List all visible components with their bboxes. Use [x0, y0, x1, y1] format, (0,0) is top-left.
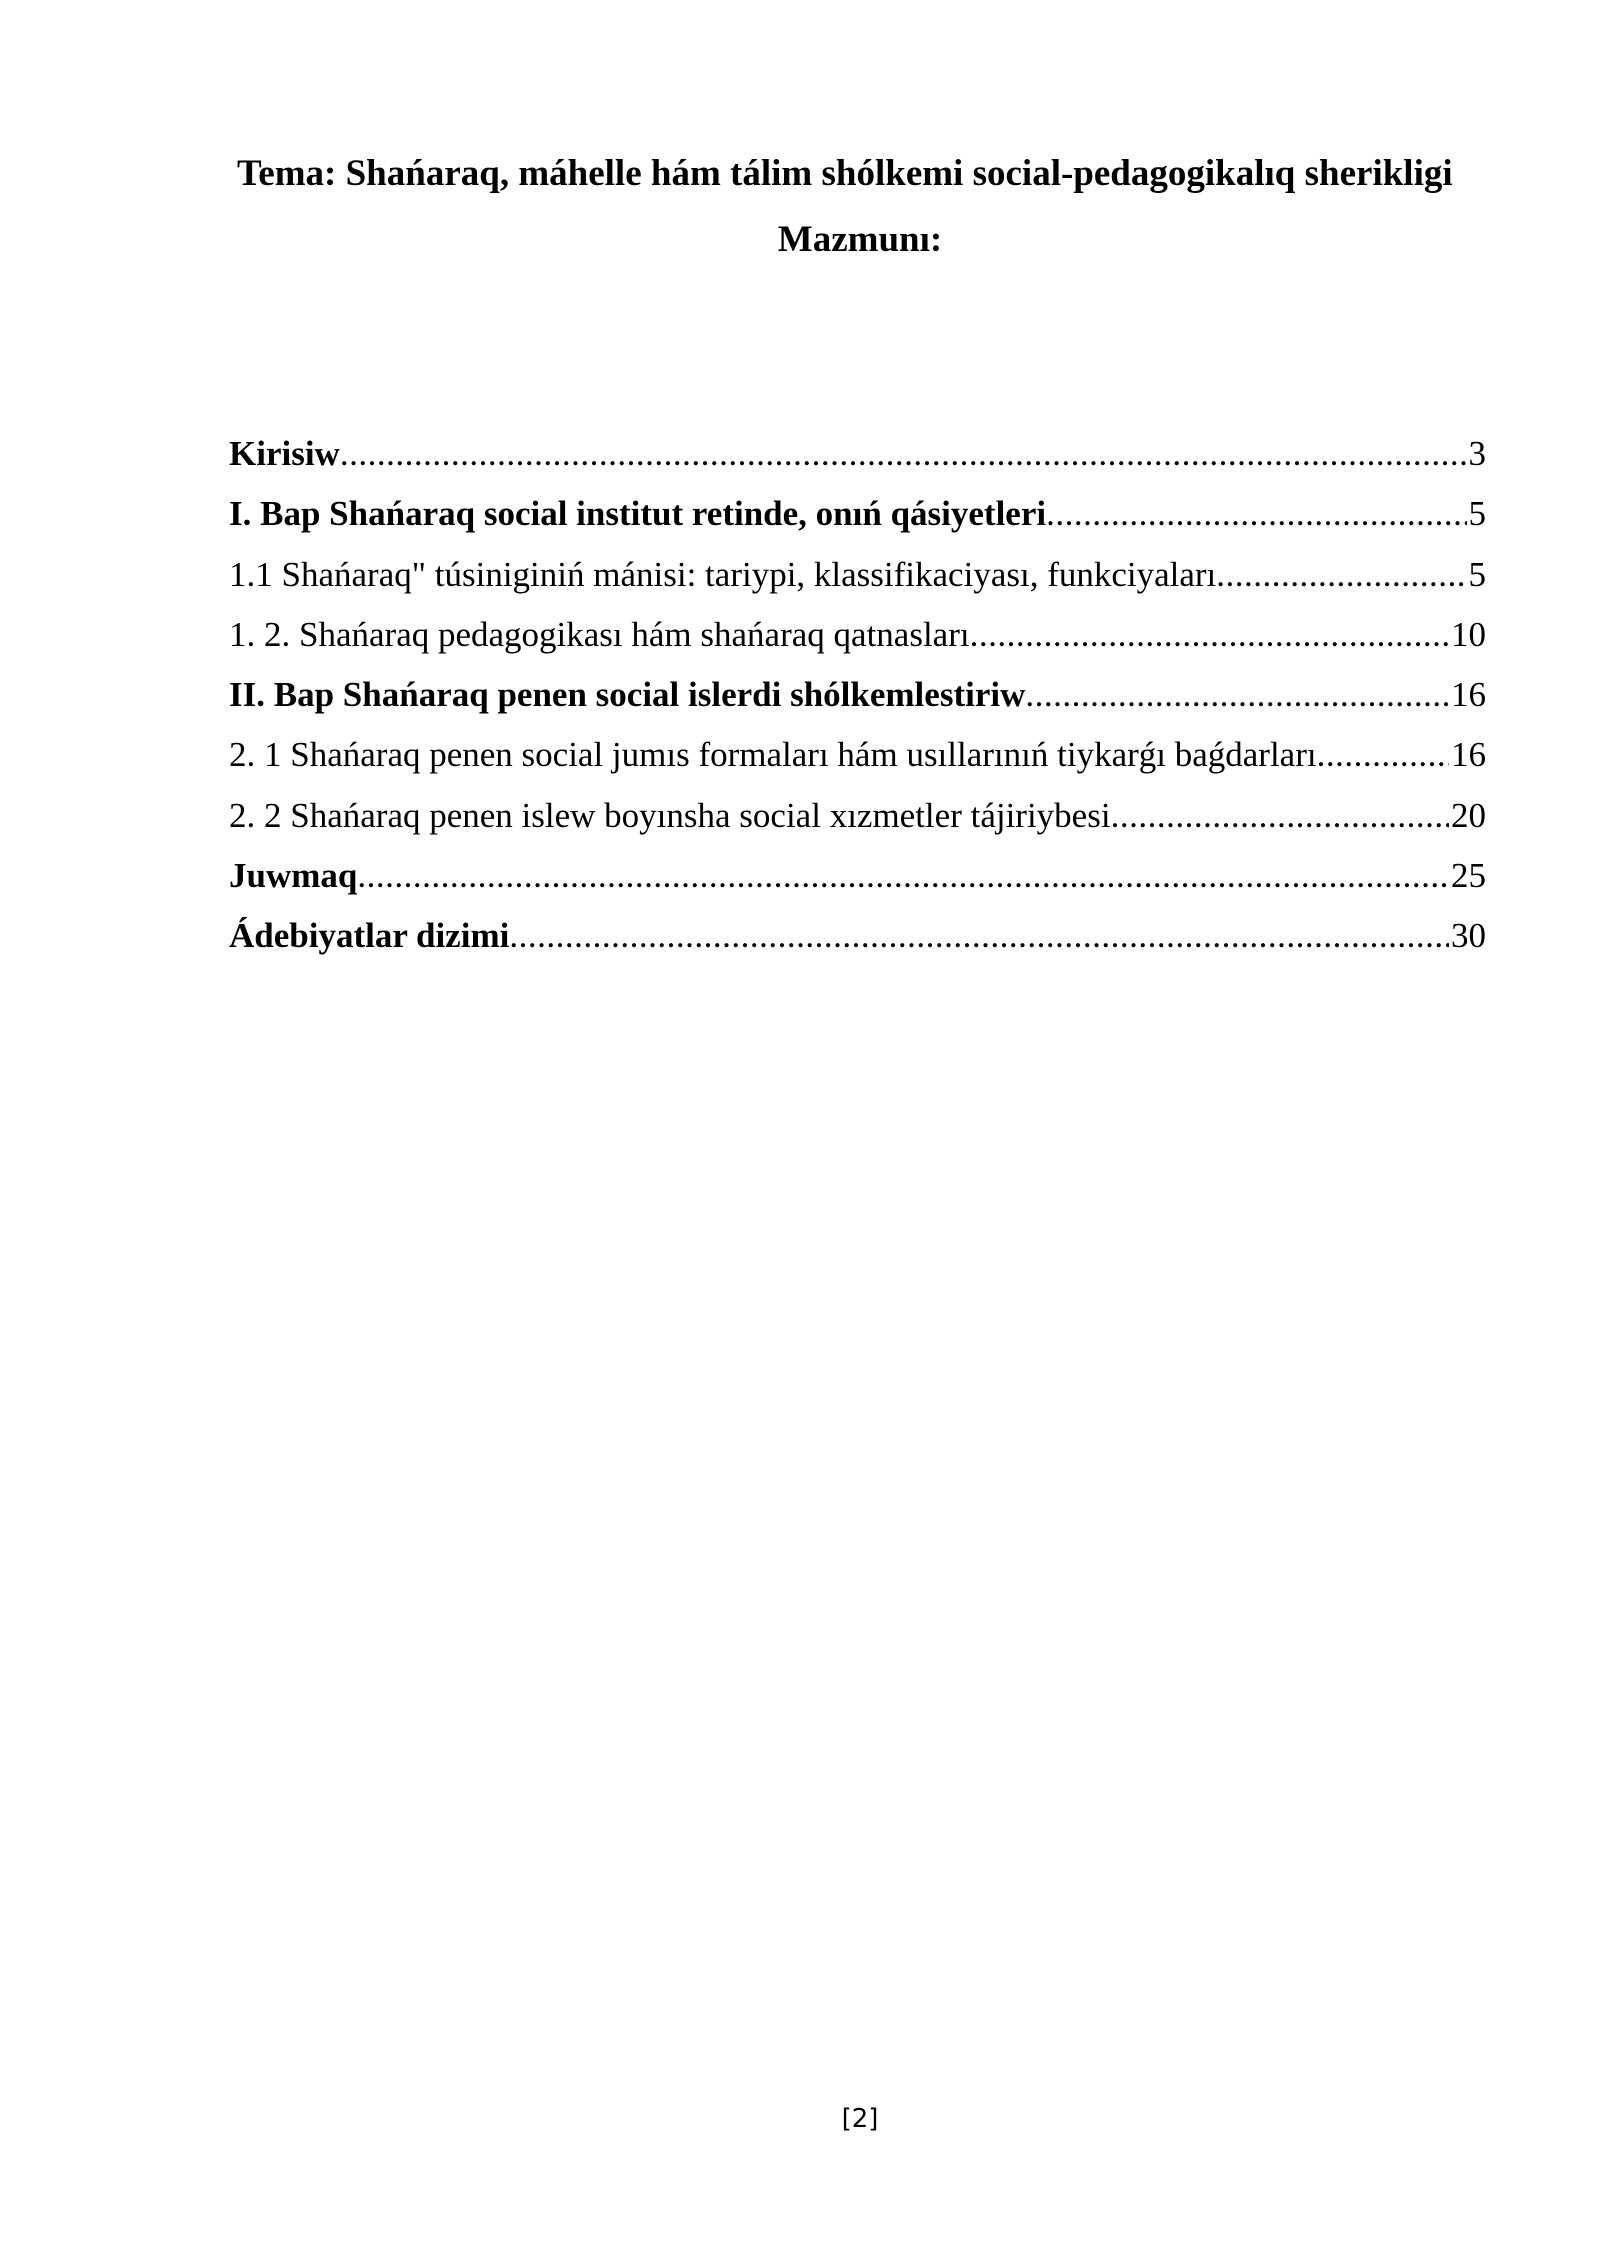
- toc-dot-leader: [357, 846, 1449, 906]
- toc-entry-page-number: 30: [1451, 916, 1486, 956]
- toc-entry-title: 1.1 Shańaraq" túsiniginiń mánisi: tariypi, klassifikaciyası, funkciyaları: [229, 554, 1217, 594]
- toc-entry: [229, 665, 1486, 725]
- toc-entry: [229, 846, 1486, 906]
- toc-entry: [229, 424, 1486, 484]
- toc-dot-leader: [1046, 484, 1466, 544]
- toc-entry-title: II. Bap Shańaraq penen social islerdi shólkemlestiriw: [229, 675, 1026, 715]
- document-title: Tema: Shańaraq, máhelle hám tálim shólkemi social-pedagogikalıq sherikligi: [237, 153, 1453, 194]
- toc-entry: [229, 725, 1486, 785]
- toc-entry-page-number: 25: [1451, 856, 1486, 896]
- toc-entry: [229, 545, 1486, 605]
- toc-dot-leader: [1025, 665, 1449, 725]
- toc-entry-page-number: 5: [1468, 494, 1486, 534]
- toc-entry-page-number: 16: [1451, 735, 1486, 775]
- toc-entry-title: Kirisiw: [229, 434, 340, 473]
- page-number: [2]: [841, 2104, 879, 2134]
- toc-entry: [229, 605, 1486, 665]
- toc-dot-leader: [1216, 545, 1466, 605]
- toc-entry-title: I. Bap Shańaraq social institut retinde, onıń qásiyetleri: [229, 494, 1047, 534]
- toc-dot-leader: [340, 424, 1467, 484]
- toc-entry-page-number: 5: [1468, 554, 1486, 594]
- toc-entry-title: Ádebiyatlar dizimi: [229, 916, 510, 956]
- toc-entry: [229, 484, 1486, 544]
- toc-entry: [229, 786, 1486, 846]
- toc-dot-leader: [970, 605, 1449, 665]
- toc-entry-page-number: 10: [1451, 614, 1486, 654]
- toc-dot-leader: [1111, 786, 1449, 846]
- toc-entry-page-number: 20: [1451, 795, 1486, 835]
- contents-heading: Mazmunı:: [777, 219, 943, 260]
- table-of-contents: [229, 424, 1486, 967]
- toc-entry-title: 2. 2 Shańaraq penen islew boyınsha social xızmetler tájiriybesi: [229, 795, 1111, 835]
- toc-entry-title: Juwmaq: [229, 856, 358, 896]
- toc-entry-title: 2. 1 Shańaraq penen social jumıs formaları hám usıllarınıń tiykarǵı baǵdarları: [229, 735, 1317, 775]
- toc-entry-title: 1. 2. Shańaraq pedagogikası hám shańaraq qatnasları: [229, 614, 970, 654]
- toc-entry: [229, 906, 1486, 966]
- toc-dot-leader: [1317, 725, 1449, 785]
- toc-dot-leader: [509, 906, 1449, 966]
- toc-entry-page-number: 3: [1468, 434, 1486, 473]
- toc-entry-page-number: 16: [1451, 675, 1486, 715]
